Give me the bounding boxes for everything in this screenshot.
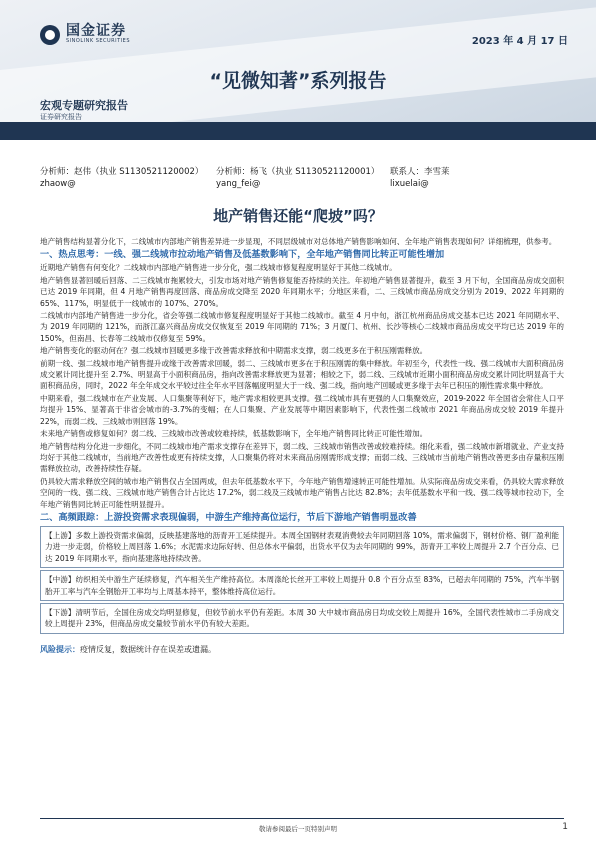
analyst-name: 分析师：杨飞（执业 S1130521120001） [216,167,380,177]
analyst-1 [40,166,203,190]
risk-warning [40,644,564,655]
tracking-box-downstream [40,603,564,634]
intro-paragraph: 地产销售结构显著分化下，二线城市内部地产销售差异进一步显现，不同层级城市对总体地产销售影响如何、全年地产销售表现如何？详细梳理，供参考。 [40,237,557,246]
section-1-paragraph: 二线城市内部地产销售进一步分化，省会等强二线城市修复程度明显好于其他二线城市。截至 4 月中旬，浙江杭州商品房成交基本已达 2021 年同期水平、为 2019 年同期的 121%，而浙江嘉兴商品房成交仅恢复至 2019 年同期的 71%；3 月厦门、杭州、长沙等核心二线城市商品房成交平均已达 2019 年的 150%，但南昌、长春等二线城市仅修复至 59%。 [40,311,564,343]
contact-1 [390,166,450,190]
contact-name: 联系人：李雪莱 [390,167,450,177]
logo-text-cn: 国金证券 [66,23,126,39]
report-body [40,236,564,655]
report-type: 宏观专题研究报告 [40,99,128,112]
contact-email: lixuelai@ [390,179,429,189]
section-2-heading: 二、高频跟踪：上游投资需求表现偏弱，中游生产维持高位运行，节后下游地产销售明显改善 [40,511,417,523]
risk-text: 疫情反复，数据统计存在误差或遗漏。 [80,644,216,654]
company-logo [40,24,130,45]
tracking-body: 多数上游投资需求偏弱，反映基建落地的沥青开工延续提升。本周全国钢材表观消费较去年同期回落 10%，需求偏弱下，钢材价格、钢厂盈利能力进一步走弱，价格较上周回落 1.6%；水泥需求边际好转、但总体水平偏弱，出货水平仅为去年同期的 99%，沥青开工率较上周提升 2.7 个百分点、已达 2019 年同期水平，指向基建落地持续改善。 [45,530,559,563]
tracking-text [45,530,559,564]
tracking-text [45,607,559,630]
report-date: 2023 年 4 月 17 日 [471,36,568,47]
logo-text-en: SINOLINK SECURITIES [66,38,130,44]
tracking-body: 清明节后，全国住房成交均明显修复，但较节前水平仍有差距。本周 30 大中城市商品房日均成交较上周提升 16%，全国代表性城市二手房成交较上周提升 23%，但商品房成交量较节前水平仍有较大差距。 [45,607,559,629]
footer-divider [40,818,564,819]
report-subtype: 证券研究报告 [40,113,82,121]
tracking-body: 纺织相关中游生产延续修复，汽车相关生产维持高位。本周涤纶长丝开工率较上周提升 0.8 个百分点至 83%，已超去年同期的 75%，汽车半钢胎开工率与汽车全钢胎开工率均与上周基本持平，整体维持高位运行。 [45,575,560,596]
section-1-paragraph: 地产销售变化的驱动何在？强二线城市回暖更多缘于改善需求释放和中期需求支撑，弱二线更多在于积压刚需释放。 [40,346,428,356]
series-title: “见微知著”系列报告 [209,70,387,92]
page-number: 1 [562,822,568,832]
section-1-paragraph: 前期一线、强二线城市地产销售提升或缘于改善需求回暖，弱二、三线城市更多在于积压刚需的集中释放。年初至今，代表性一线、强二线城市大面积商品房成交累计同比提升至 2.7%、明显高于小面积商品房，指向改善需求释放更为显著；相较之下，弱二线、三线城市近期小面积商品房成交累计同比明显高于大面积商品房，同时，2022 年全年成交水平较过往全年水平回落幅度明显大于一线、强二线，指向地产回暖或更多缘于去年已积压的刚性需求集中释放。 [40,358,564,391]
tracking-text [45,574,559,597]
header-banner [0,0,596,140]
logo-mark-icon [40,25,60,45]
tracking-tag: 【上游】 [45,530,76,540]
section-1-paragraph: 近期地产销售有何变化？二线城市内部地产销售进一步分化，强二线城市修复程度明显好于其他二线城市。 [40,263,397,273]
analyst-email: zhaow@ [40,179,76,189]
report-title: 地产销售还能“爬坡”吗？ [213,207,383,225]
section-1-paragraph: 仍具较大需求释放空间的城市地产销售仅占全国两成，但去年低基数水平下，今年地产销售增速转正可能性增加。从实际商品房成交来看，仍具较大需求释放空间的一线、强二线、三线城市地产销售合计占比达 17.2%，弱二线及三线城市地产销售占比达 82.8%；去年低基数水平和一线、强二线等城市拉动下，全年地产销售同比转正可能性明显提升。 [40,476,564,509]
tracking-tag: 【下游】 [45,607,76,617]
analyst-name: 分析师：赵伟（执业 S1130521120002） [40,167,204,177]
analyst-2 [216,166,379,190]
banner-bottom-band [0,122,596,140]
tracking-box-upstream [40,526,564,568]
section-1-heading: 一、热点思考：一线、强二线城市拉动地产销售及低基数影响下，全年地产销售同比转正可能性增加 [40,249,445,261]
section-1-paragraph: 地产销售结构分化进一步细化，不同二线城市地产需求支撑存在差异下，弱二线、三线城市销售改善或较难持续。细化来看，强二线城市新增就业、产业支持均好于其他二线城市，当前地产改善性或更有持续支撑，人口聚集仍将对未来商品房刚需形成支撑；而弱二线、三线城市当前地产销售改善更多由存量积压刚需释放拉动，改善持续性存疑。 [40,441,564,474]
section-1-paragraph: 中期来看，强二线城市在产业发展、人口集聚等利好下，地产需求相较更具支撑。强二线城市具有更强的人口集聚效应，2019-2022 年全国省会常住人口平均提升 15%、显著高于非省会城市的-3.7%的变幅；在人口集聚、产业发展等中期因素影响下，代表性强二线城市 2021 年商品房成交较 2019 年提升 22%，而弱二线、三线城市则回落 19%。 [40,393,564,426]
footer-disclaimer: 敬请参阅最后一页特别声明 [259,825,337,833]
tracking-box-midstream [40,570,564,601]
risk-label: 风险提示： [40,644,80,654]
section-1-paragraph: 未来地产销售或修复如何？弱二线、三线城市改善或较难持续，低基数影响下，全年地产销售同比转正可能性增加。 [40,429,428,439]
analyst-email: yang_fei@ [216,179,261,189]
tracking-tag: 【中游】 [45,575,76,585]
section-1-paragraph: 地产销售显著回暖后回落、二三线城市拖累较大，引发市场对地产销售修复能否持续的关注。年初地产销售显著提升，截至 3 月下旬，全国商品房成交面积已达 2019 年同期，但 4 月地产销售再度回落、商品房成交降至 2020 年同期水平；分地区来看，二、三线城市商品房成交分别为 2019、2022 年同期的 65%、117%，明显低于一线城市的 107%、270%。 [40,275,564,308]
